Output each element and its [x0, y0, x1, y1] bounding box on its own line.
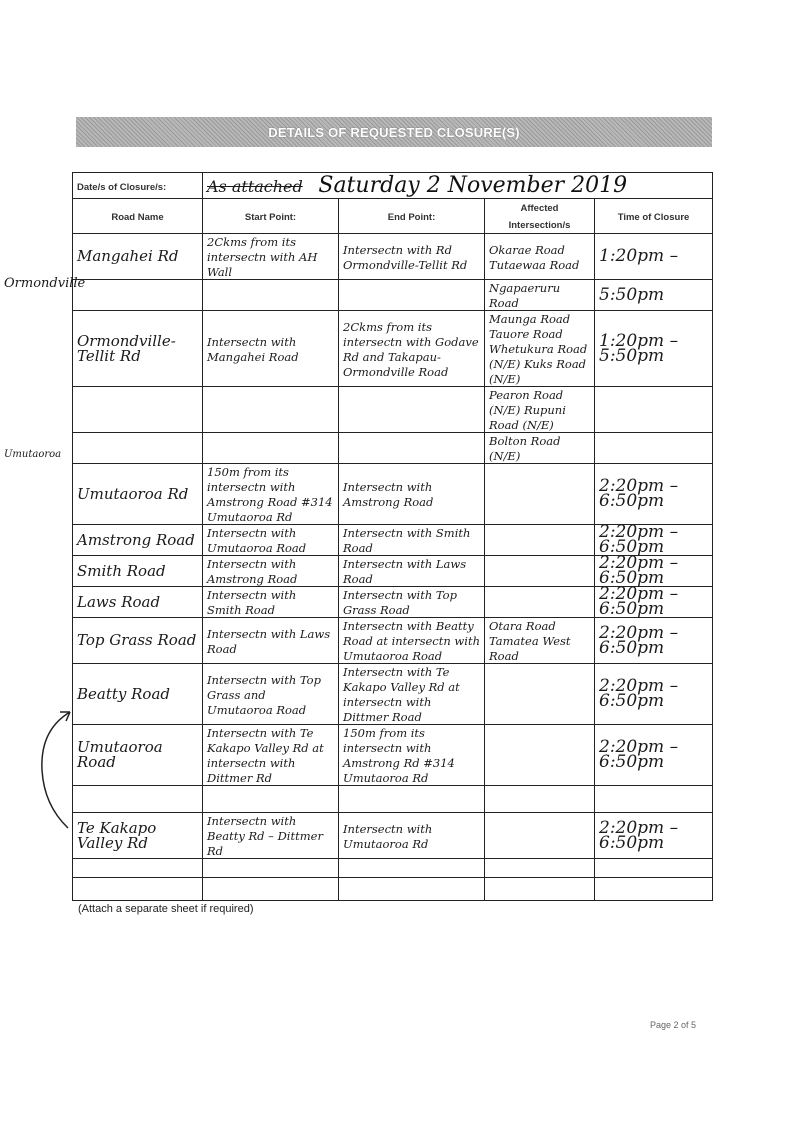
cell-time: [595, 553, 713, 588]
cell-start: [203, 813, 339, 859]
cell-end: [339, 859, 485, 878]
cell-start-text: Intersectn with Mangahei Road: [207, 334, 299, 364]
cell-affected: [485, 556, 595, 587]
table-row: [73, 433, 713, 464]
cell-start: [203, 433, 339, 464]
cell-start: [203, 587, 339, 618]
cell-time: [595, 618, 713, 664]
cell-end: [339, 813, 485, 859]
cell-start-text: Intersectn with Smith Road: [207, 588, 297, 617]
cell-time: [595, 584, 713, 619]
cell-affected-text: Bolton Road (N/E): [489, 434, 561, 463]
cell-road-text: Laws Road: [77, 592, 161, 611]
date-struck-text: As attached: [207, 177, 303, 196]
cell-end: [339, 587, 485, 618]
cell-time: [595, 387, 713, 433]
table-row: [73, 556, 713, 587]
cell-end: [339, 786, 485, 813]
margin-note-ormondville: Ormondville: [4, 276, 86, 291]
cell-affected: [485, 234, 595, 280]
date-row: [73, 173, 713, 199]
cell-end-text: Intersectn with Smith Road: [343, 526, 471, 555]
cell-road-text: Ormondville-Tellit Rd: [77, 331, 176, 365]
cell-start: [203, 725, 339, 786]
cell-affected: [485, 786, 595, 813]
cell-start-text: 2Ckms from its intersectn with AH Wall: [207, 235, 318, 279]
margin-note-umutaoroa: Umutaoroa: [4, 449, 62, 460]
cell-end: [339, 234, 485, 280]
cell-road-text: Umutaoroa Rd: [77, 484, 189, 503]
cell-time-text: 2:20pm – 6:50pm: [599, 553, 679, 588]
arrow-annotation: [30, 700, 75, 830]
cell-time: [595, 464, 713, 525]
cell-time: [595, 813, 713, 859]
table-row: [73, 618, 713, 664]
cell-end-text: Intersectn with Beatty Road at intersectn with Umutaoroa Road: [343, 619, 480, 663]
cell-start-text: Intersectn with Laws Road: [207, 626, 331, 656]
cell-end-text: Intersectn with Umutaoroa Rd: [343, 821, 433, 851]
cell-road: [73, 433, 203, 464]
cell-end: [339, 725, 485, 786]
cell-time-text: 2:20pm – 6:50pm: [599, 522, 679, 557]
table-row: [73, 280, 713, 311]
header-end-point: End Point:: [387, 211, 436, 223]
cell-start: [203, 387, 339, 433]
cell-affected: [485, 813, 595, 859]
cell-affected: [485, 618, 595, 664]
cell-end: [339, 433, 485, 464]
table-row: [73, 387, 713, 433]
cell-road-text: Smith Road: [77, 561, 166, 580]
cell-end: [339, 525, 485, 556]
table-row: [73, 311, 713, 387]
cell-road: [73, 556, 203, 587]
cell-start-text: Intersectn with Te Kakapo Valley Rd at intersectn with Dittmer Rd: [207, 726, 324, 785]
cell-time-text: 2:20pm – 6:50pm: [599, 622, 679, 658]
cell-start: [203, 234, 339, 280]
cell-affected: [485, 664, 595, 725]
cell-end: [339, 311, 485, 387]
table-row: [73, 725, 713, 786]
cell-time: [595, 878, 713, 901]
cell-time: [595, 664, 713, 725]
table-row: [73, 859, 713, 878]
cell-road: [73, 725, 203, 786]
cell-start: [203, 556, 339, 587]
cell-road-text: Top Grass Road: [77, 631, 197, 649]
cell-time-text: 1:20pm – 5:50pm: [599, 330, 679, 366]
cell-time-text: 2:20pm – 6:50pm: [599, 676, 679, 711]
header-row: [73, 199, 713, 234]
cell-time-text: 1:20pm –: [599, 246, 679, 266]
cell-road: [73, 786, 203, 813]
cell-affected: [485, 464, 595, 525]
cell-road: [73, 387, 203, 433]
cell-start: [203, 280, 339, 311]
cell-affected: [485, 280, 595, 311]
table-row: [73, 587, 713, 618]
cell-time-text: 2:20pm – 6:50pm: [599, 817, 679, 853]
cell-road: [73, 464, 203, 525]
cell-affected: [485, 311, 595, 387]
cell-time: [595, 786, 713, 813]
cell-end: [339, 464, 485, 525]
cell-road-text: Te Kakapo Valley Rd: [77, 818, 157, 852]
cell-affected: [485, 859, 595, 878]
cell-road: [73, 280, 203, 311]
cell-time: [595, 433, 713, 464]
cell-end-text: Intersectn with Laws Road: [343, 557, 467, 586]
cell-start: [203, 618, 339, 664]
cell-road-text: Umutaoroa Road: [77, 738, 163, 771]
cell-end-text: 150m from its intersectn with Amstrong Rd #314 Umutaoroa Rd: [343, 726, 455, 785]
cell-time-text: 2:20pm – 6:50pm: [599, 737, 679, 772]
cell-end-text: Intersectn with Top Grass Road: [343, 588, 457, 617]
cell-start: [203, 464, 339, 525]
cell-end: [339, 556, 485, 587]
cell-start-text: Intersectn with Beatty Rd – Dittmer Rd: [207, 814, 323, 858]
cell-start: [203, 859, 339, 878]
header-road-name: Road Name: [111, 211, 164, 223]
cell-end-text: Intersectn with Rd Ormondville-Tellit Rd: [343, 242, 468, 272]
cell-affected: [485, 433, 595, 464]
cell-affected-text: Pearon Road (N/E) Rupuni Road (N/E): [489, 388, 566, 432]
cell-road: [73, 311, 203, 387]
date-label-cell: [73, 173, 203, 199]
header-time: Time of Closure: [617, 211, 690, 223]
cell-start-text: 150m from its intersectn with Amstrong Road #314 Umutaoroa Rd: [207, 465, 333, 524]
cell-time: [595, 280, 713, 311]
cell-affected-text: Okarae Road Tutaewaa Road: [489, 242, 580, 272]
cell-time: [595, 725, 713, 786]
cell-start: [203, 878, 339, 901]
cell-time-text: 2:20pm – 6:50pm: [599, 476, 679, 511]
cell-affected-text: Otara Road Tamatea West Road: [489, 619, 571, 663]
cell-start: [203, 311, 339, 387]
table-row: [73, 878, 713, 901]
cell-road: [73, 618, 203, 664]
table-row: [73, 813, 713, 859]
cell-time-text: 2:20pm – 6:50pm: [599, 584, 679, 619]
cell-affected-text: Ngapaeruru Road: [489, 281, 561, 310]
cell-end-text: 2Ckms from its intersectn with Godave Rd and Takapau-Ormondville Road: [343, 319, 479, 379]
cell-road: [73, 587, 203, 618]
cell-start: [203, 525, 339, 556]
cell-road-text: Beatty Road: [77, 684, 171, 703]
cell-end: [339, 878, 485, 901]
cell-time: [595, 522, 713, 557]
cell-affected: [485, 525, 595, 556]
header-affected: Affected Intersection/s: [508, 203, 571, 231]
cell-affected: [485, 878, 595, 901]
cell-time: [595, 311, 713, 387]
cell-road: [73, 525, 203, 556]
date-value: Saturday 2 November 2019: [318, 173, 628, 198]
page-number: Page 2 of 5: [650, 1020, 697, 1030]
cell-end: [339, 280, 485, 311]
cell-start-text: Intersectn with Umutaoroa Road: [207, 526, 307, 555]
cell-road-text: Amstrong Road: [77, 530, 195, 549]
cell-road: [73, 813, 203, 859]
table-row: [73, 464, 713, 525]
cell-affected-text: Maunga Road Tauore Road Whetukura Road (N/E) Kuks Road (N/E): [489, 312, 588, 386]
closure-table: [72, 172, 713, 901]
cell-start-text: Intersectn with Top Grass and Umutaoroa Road: [207, 672, 321, 717]
cell-road: [73, 878, 203, 901]
cell-road: [73, 859, 203, 878]
cell-end-text: Intersectn with Amstrong Road: [343, 480, 434, 509]
cell-start: [203, 664, 339, 725]
cell-road-text: Mangahei Rd: [77, 247, 179, 265]
header-start-point: Start Point:: [244, 211, 297, 223]
section-banner: [76, 117, 712, 147]
cell-end: [339, 664, 485, 725]
closure-rows: [73, 234, 713, 901]
table-row: [73, 234, 713, 280]
cell-affected: [485, 387, 595, 433]
table-row: [73, 786, 713, 813]
date-value-cell: [203, 173, 713, 199]
table-row: [73, 664, 713, 725]
cell-time-text: 5:50pm: [599, 284, 665, 305]
cell-start: [203, 786, 339, 813]
section-title: DETAILS OF REQUESTED CLOSURE(S): [268, 124, 520, 140]
table-row: [73, 525, 713, 556]
cell-road: [73, 234, 203, 280]
cell-end: [339, 618, 485, 664]
cell-road: [73, 664, 203, 725]
date-label: Date/s of Closure/s:: [77, 182, 167, 193]
cell-start-text: Intersectn with Amstrong Road: [207, 557, 298, 586]
cell-affected: [485, 725, 595, 786]
attach-note: (Attach a separate sheet if required): [78, 903, 254, 915]
cell-affected: [485, 587, 595, 618]
cell-end: [339, 387, 485, 433]
cell-time: [595, 234, 713, 280]
cell-end-text: Intersectn with Te Kakapo Valley Rd at intersectn with Dittmer Road: [343, 665, 460, 724]
cell-time: [595, 859, 713, 878]
